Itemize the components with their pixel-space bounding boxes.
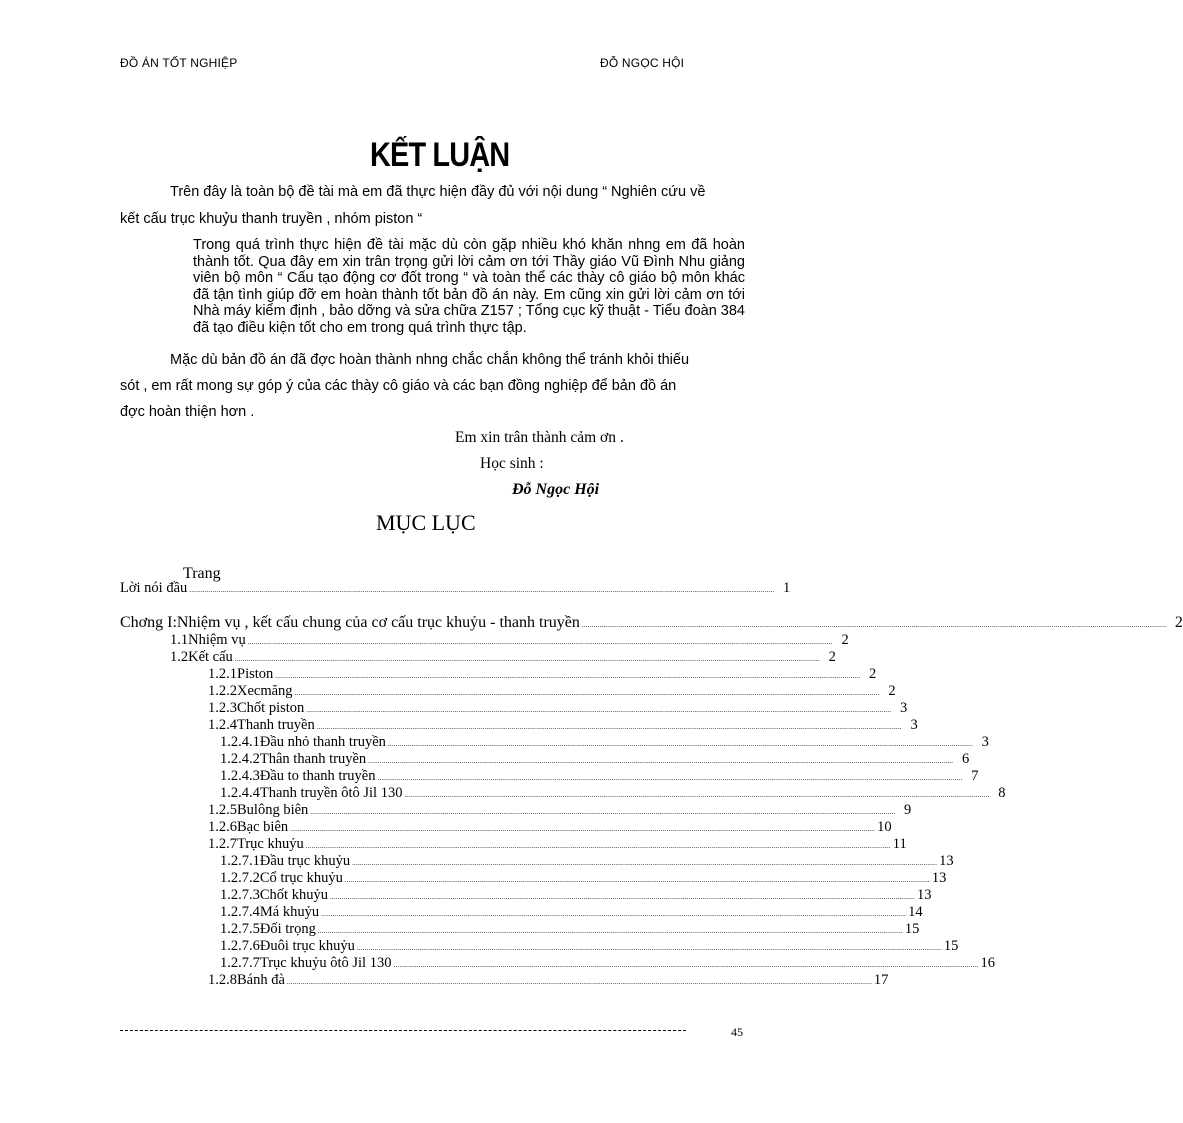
toc-entry-label: Lời nói đầu	[120, 580, 188, 596]
toc-entry	[208, 972, 889, 989]
toc-entry-page: 3	[981, 734, 989, 750]
conclusion-para3-line1: Mặc dù bản đồ án đã đợc hoàn thành nhng chắc chắn không thể tránh khỏi thiếu	[170, 352, 690, 368]
toc-leader-dots: ............................................................................................................................................................................................................................................................................................................	[377, 774, 963, 782]
conclusion-para1-line2: kết cấu trục khuỷu thanh truyền , nhóm piston “	[120, 211, 423, 227]
header-right: ĐỖ NGỌC HỘI	[600, 56, 685, 70]
toc-entry-page: 6	[961, 751, 970, 767]
header-left: ĐỒ ÁN TỐT NGHIỆP	[120, 56, 238, 70]
toc-entry-label: Nhiệm vụ , kết cấu chung của cơ cấu trục khuỷu - thanh truyền	[176, 614, 580, 631]
toc-entry-number: Chơng I:	[120, 614, 177, 631]
toc-entry-page: 1	[783, 580, 791, 596]
toc-entry-number: 1.2.5	[208, 802, 237, 818]
toc-leader-dots: ............................................................................................................................................................................................................................................................................................................	[387, 740, 973, 748]
toc-entry-number: 1.2.1	[208, 666, 237, 682]
toc-entry-number: 1.2.8	[208, 972, 237, 988]
toc-entry	[208, 802, 912, 819]
conclusion-para3-line3: đợc hoàn thiện hơn .	[120, 404, 255, 420]
page-number: 45	[731, 1025, 743, 1039]
toc-entry-page: 13	[916, 887, 932, 903]
toc-entry-page: 3	[900, 700, 908, 716]
toc-title: MỤC LỤC	[376, 510, 476, 535]
toc-entry-page: 2	[828, 649, 836, 665]
toc-entry-page: 15	[904, 921, 920, 937]
toc-entry-page: 11	[892, 836, 907, 852]
toc-entry-page: 10	[877, 819, 892, 835]
toc-leader-dots: ............................................................................................................................................................................................................................................................................................................	[310, 808, 896, 816]
toc-entry	[220, 938, 959, 955]
toc-leader-dots: ............................................................................................................................................................................................................................................................................................................	[290, 825, 876, 833]
toc-leader-dots: ............................................................................................................................................................................................................................................................................................................	[306, 706, 892, 714]
toc-entry	[208, 683, 896, 700]
toc-entry	[220, 921, 920, 938]
toc-entry-page: 13	[939, 853, 954, 869]
toc-entry	[220, 734, 989, 751]
toc-entry-label: Chốt piston	[237, 700, 305, 716]
toc-leader-dots: ............................................................................................................................................................................................................................................................................................................	[329, 893, 915, 901]
toc-entry-number: 1.2.4.1	[220, 734, 260, 750]
toc-entry-page: 2	[841, 632, 849, 648]
toc-leader-dots: ............................................................................................................................................................................................................................................................................................................	[275, 672, 861, 680]
toc-entry	[220, 870, 947, 887]
toc-entry	[170, 632, 849, 649]
toc-entry-page: 2	[1174, 614, 1183, 631]
toc-entry-number: 1.2.7.5	[220, 921, 260, 937]
toc-leader-dots: ............................................................................................................................................................................................................................................................................................................	[247, 638, 833, 646]
toc-entry	[220, 904, 923, 921]
toc-leader-dots: ............................................................................................................................................................................................................................................................................................................	[352, 859, 938, 867]
toc-leader-dots: ............................................................................................................................................................................................................................................................................................................	[581, 621, 1167, 629]
toc-entry-number: 1.2.4.2	[220, 751, 260, 767]
toc-entry-label: Cổ trục khuỷu	[259, 870, 343, 886]
toc-page-label: Trang	[183, 565, 221, 582]
toc-leader-dots: ............................................................................................................................................................................................................................................................................................................	[189, 586, 775, 594]
toc-leader-dots: ............................................................................................................................................................................................................................................................................................................	[404, 791, 990, 799]
toc-entry-page: 15	[943, 938, 959, 954]
toc-entry-label: Đầu to thanh truyền	[259, 768, 376, 784]
toc-entry-label: Đầu trục khuỷu	[259, 853, 351, 869]
toc-entry	[208, 717, 918, 734]
toc-leader-dots: ............................................................................................................................................................................................................................................................................................................	[317, 927, 903, 935]
toc-entry-page: 16	[980, 955, 995, 971]
toc-entry-label: Kết cấu	[188, 649, 233, 665]
toc-entry	[220, 785, 1006, 802]
conclusion-para1-line1: Trên đây là toàn bộ đề tài mà em đã thực hiện đầy đủ với nội dung “ Nghiên cứu về	[170, 184, 706, 200]
toc-entry-label: Bạc biên	[237, 819, 289, 835]
toc-leader-dots: ............................................................................................................................................................................................................................................................................................................	[393, 961, 979, 969]
toc-entry-page: 8	[998, 785, 1006, 801]
toc-entry-label: Xecmăng	[237, 683, 293, 699]
toc-entry-page: 2	[888, 683, 896, 699]
toc-leader-dots: ............................................................................................................................................................................................................................................................................................................	[316, 723, 902, 731]
toc-entry	[220, 751, 970, 768]
toc-entry-number: 1.2.7.2	[220, 870, 260, 886]
toc-entry-label: Trục khuỷu ôtô Jil 130	[259, 955, 392, 971]
toc-entry	[208, 666, 877, 683]
toc-entry-label: Bulông biên	[237, 802, 309, 818]
toc-entry	[220, 853, 954, 870]
toc-entry-number: 1.2.6	[208, 819, 237, 835]
signature: Đỗ Ngọc Hội	[512, 481, 600, 498]
toc-entry-page: 14	[908, 904, 923, 920]
toc-entry-label: Thanh truyền	[237, 717, 315, 733]
toc-entry-number: 1.2	[170, 649, 189, 665]
toc-entry-label: Đầu nhỏ thanh truyền	[259, 734, 386, 750]
toc-entry-page: 13	[931, 870, 947, 886]
toc-entry-label: Đối trọng	[259, 921, 316, 937]
conclusion-title: KẾT LUẬN	[370, 136, 510, 174]
toc-entry-number: 1.1	[170, 632, 189, 648]
toc-entry	[208, 700, 908, 717]
toc-entry-number: 1.2.7.6	[220, 938, 260, 954]
toc-entry-label: Chốt khuỷu	[259, 887, 328, 903]
toc-entry-page: 17	[873, 972, 889, 988]
toc-leader-dots: ............................................................................................................................................................................................................................................................................................................	[356, 944, 942, 952]
thanks-line: Em xin trân thành cảm ơn .	[455, 429, 624, 446]
toc-entry-page: 9	[904, 802, 912, 818]
toc-entry-label: Thân thanh truyền	[259, 751, 367, 767]
toc-leader-dots: ............................................................................................................................................................................................................................................................................................................	[321, 910, 907, 918]
toc-entry-number: 1.2.4	[208, 717, 237, 733]
toc-entry-number: 1.2.7	[208, 836, 237, 852]
toc-entry-number: 1.2.7.1	[220, 853, 260, 869]
toc-entry	[208, 819, 892, 836]
toc-leader-dots: ............................................................................................................................................................................................................................................................................................................	[286, 978, 872, 986]
toc-entry-number: 1.2.4.3	[220, 768, 260, 784]
toc-entry-number: 1.2.3	[208, 700, 237, 716]
toc-entry	[220, 887, 932, 904]
toc-entry	[220, 955, 995, 972]
footer-divider	[120, 1030, 686, 1031]
toc-entry-label: Nhiệm vụ	[188, 632, 246, 648]
toc-leader-dots: ............................................................................................................................................................................................................................................................................................................	[234, 655, 820, 663]
toc-leader-dots: ............................................................................................................................................................................................................................................................................................................	[294, 689, 880, 697]
toc-entry	[220, 768, 979, 785]
toc-entry-label: Trục khuỷu	[237, 836, 304, 852]
toc-entry-number: 1.2.7.7	[220, 955, 260, 971]
toc-entry	[170, 649, 836, 666]
toc-entry-page: 2	[869, 666, 877, 682]
toc-entry-page: 3	[910, 717, 918, 733]
toc-leader-dots: ............................................................................................................................................................................................................................................................................................................	[305, 842, 891, 850]
toc-entry-number: 1.2.2	[208, 683, 237, 699]
toc-entry-label: Piston	[237, 666, 274, 682]
toc-entry-number: 1.2.7.3	[220, 887, 260, 903]
toc-leader-dots: ............................................................................................................................................................................................................................................................................................................	[344, 876, 930, 884]
toc-entry-label: Đuôi trục khuỷu	[259, 938, 355, 954]
toc-entry-number: 1.2.4.4	[220, 785, 260, 801]
toc-entry-label: Bánh đà	[237, 972, 285, 988]
student-label: Học sinh :	[480, 455, 544, 472]
toc-entry-page: 7	[971, 768, 979, 784]
conclusion-para3-line2: sót , em rất mong sự góp ý của các thày cô giáo và các bạn đồng nghiệp để bản đồ án	[120, 378, 677, 394]
conclusion-para2: Trong quá trình thực hiện đề tài mặc dù còn gặp nhiều khó khăn nhng em đã hoàn thành tốt. Qua đây em xin trân trọng gửi lời cảm ơn tới Thầy giáo Vũ Đình Nhu giảng viên bộ môn “ Cấu tạo động cơ đốt trong “ và toàn thể các thày cô giáo bộ môn khác đã tận tình giúp đỡ em hoàn thành tốt bản đồ án này. Em cũng xin gửi lời cảm ơn tới Nhà máy kiểm định , bảo dỡng và sửa chữa Z157 ; Tổng cục kỹ thuật - Tiểu đoàn 384 đã tạo điều kiện tốt cho em trong quá trình thực tập.	[193, 237, 745, 336]
toc-entry-number: 1.2.7.4	[220, 904, 260, 920]
toc-entry	[120, 614, 1183, 631]
toc-entry-label: Thanh truyền ôtô Jil 130	[259, 785, 403, 801]
toc-entry	[208, 836, 907, 853]
toc-entry	[120, 580, 791, 597]
toc-entry-label: Má khuỷu	[259, 904, 320, 920]
toc-leader-dots: ............................................................................................................................................................................................................................................................................................................	[368, 757, 954, 765]
